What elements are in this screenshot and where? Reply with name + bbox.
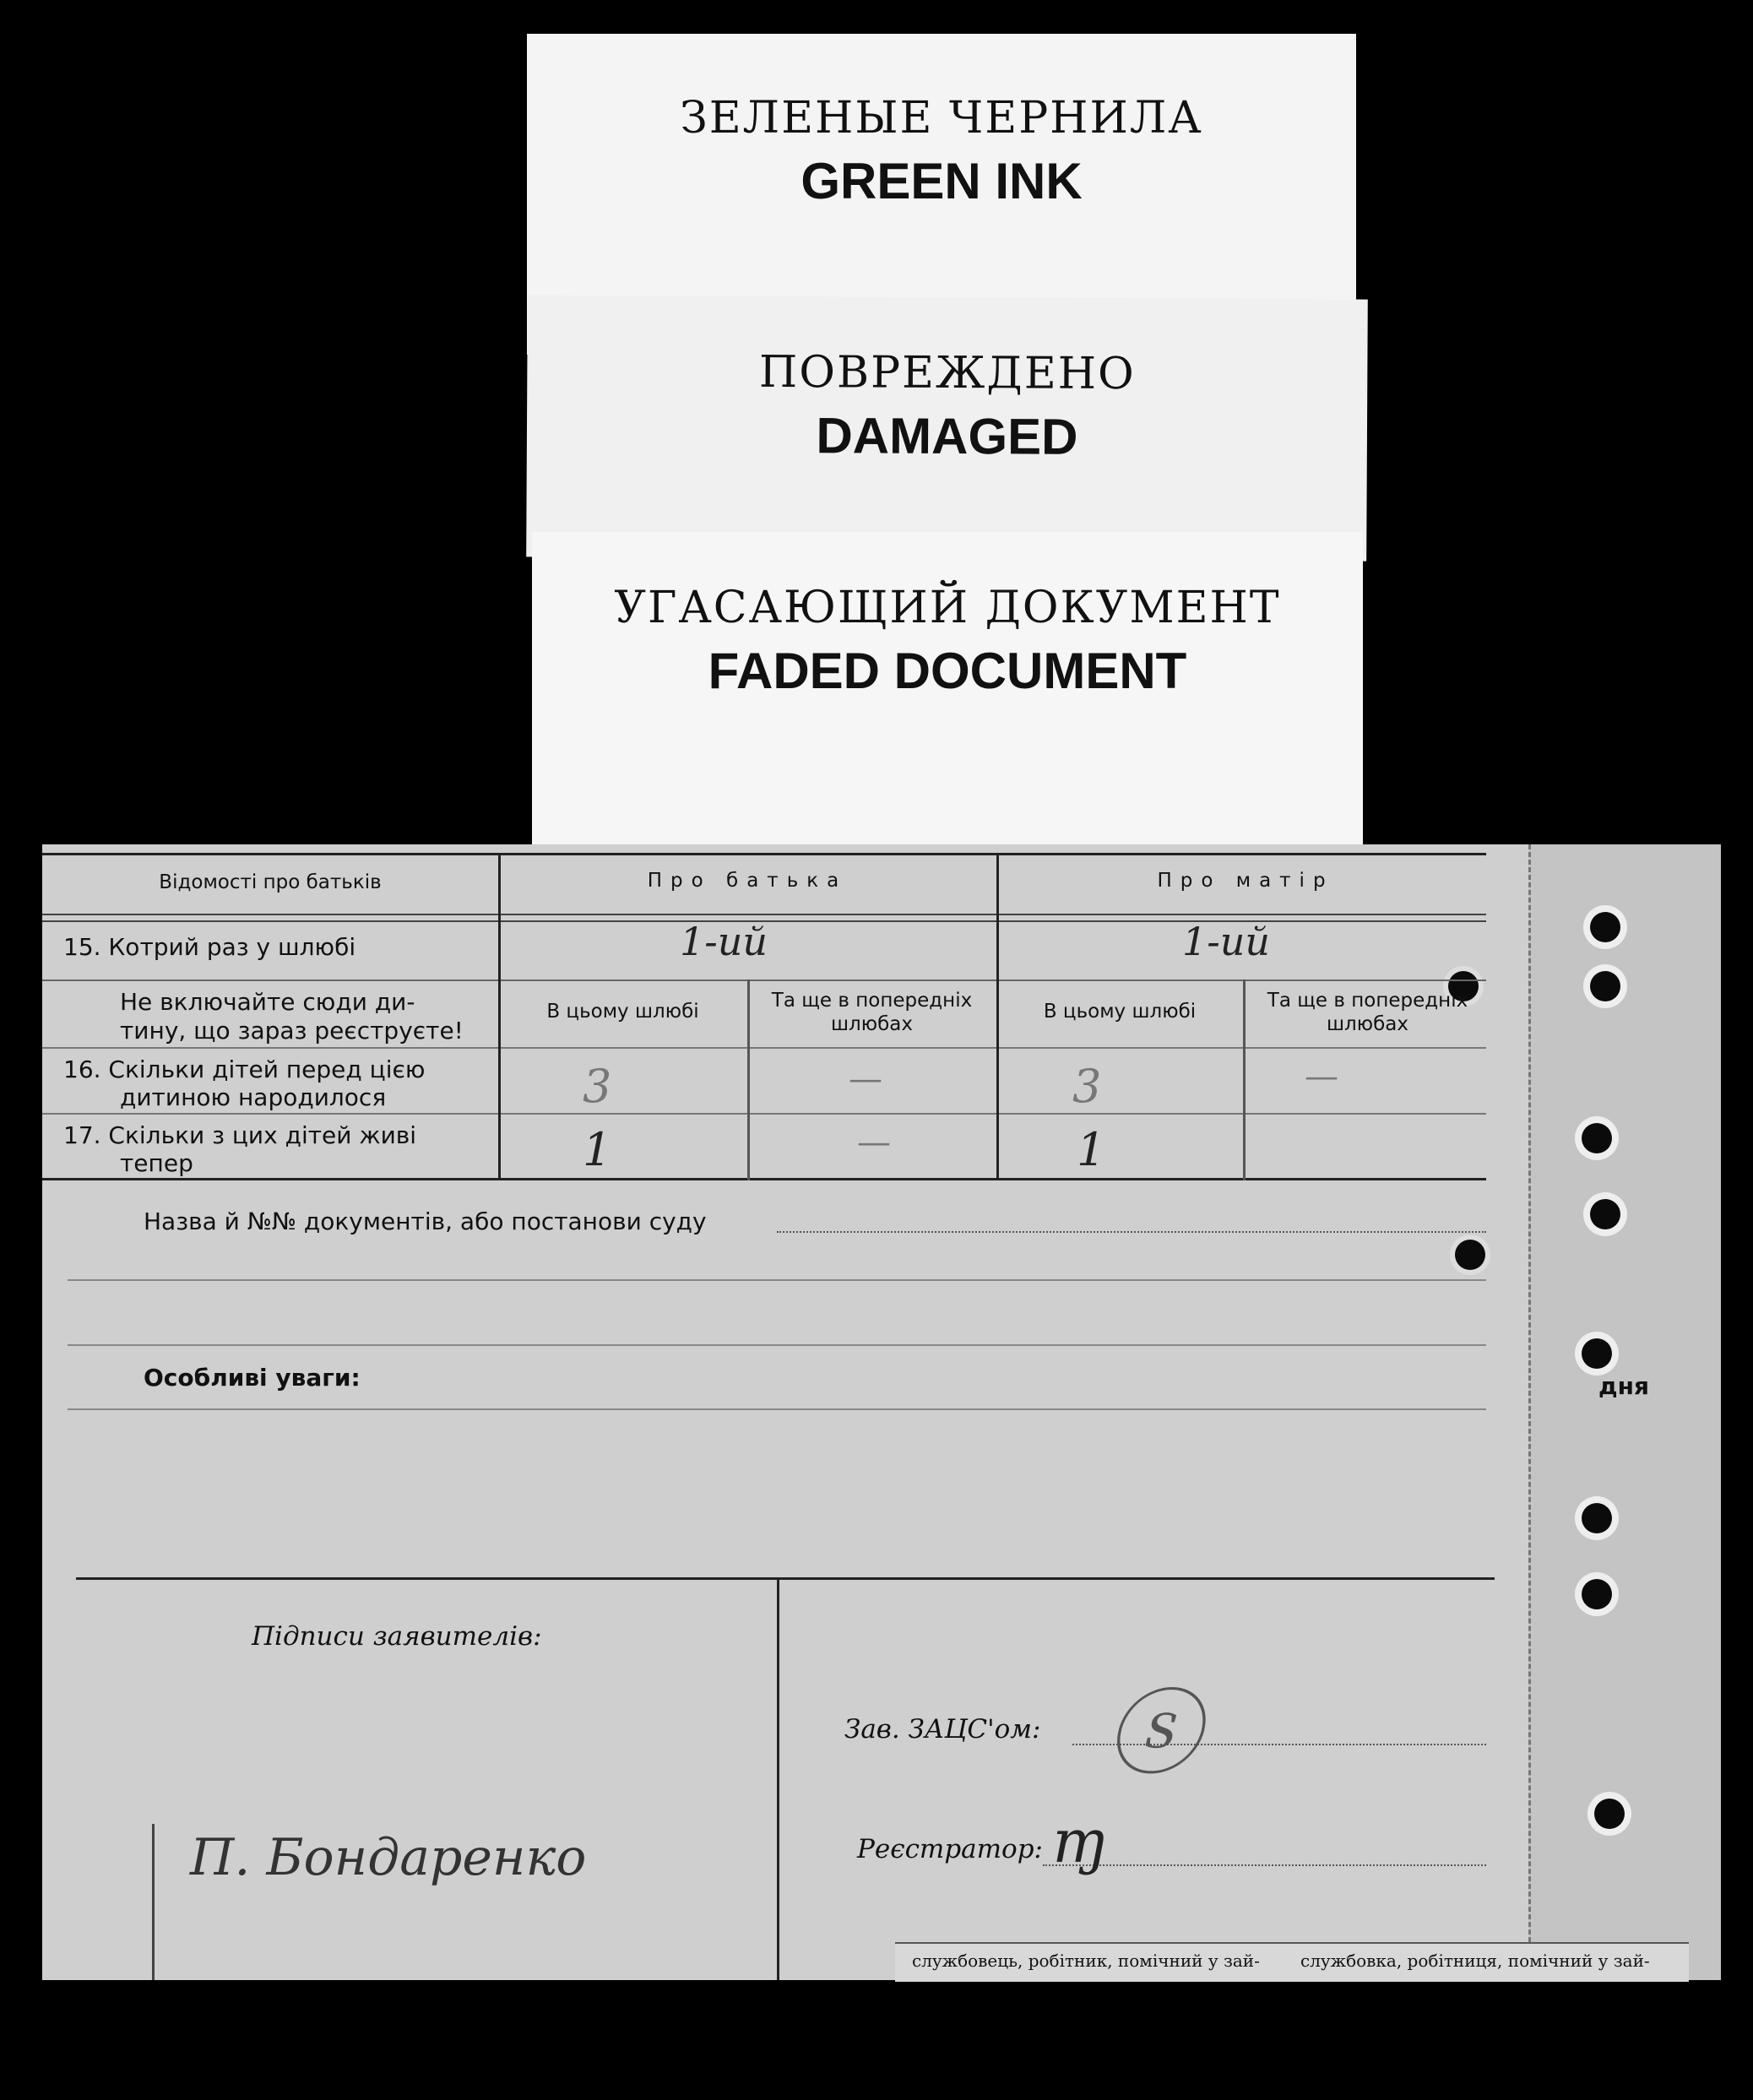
faded-document-label-card <box>532 532 1363 853</box>
documents-dotted-line <box>777 1231 1486 1233</box>
punch-hole <box>1582 1579 1612 1609</box>
punch-hole <box>1590 1199 1620 1229</box>
table-rule <box>42 1047 1486 1049</box>
punch-hole <box>1582 1123 1612 1153</box>
punch-hole <box>1594 1799 1625 1829</box>
punch-hole <box>1590 912 1620 942</box>
underlying-sheet-text-right: службовка, робітниця, помічний у зай- <box>1300 1951 1650 1971</box>
row16-father-this: 3 <box>583 1060 612 1113</box>
note-line1: Не включайте сюди ди- <box>120 988 415 1016</box>
father-prev-marriages-header-1: Та ще в попередніх <box>771 990 973 1012</box>
documents-line <box>68 1344 1486 1346</box>
registrar-label: Реєстратор: <box>857 1834 1043 1864</box>
punch-hole <box>1590 971 1620 1001</box>
header-about-mother: Про матір <box>1157 870 1334 892</box>
remarks-line <box>68 1408 1486 1410</box>
father-this-marriage-header: В цьому шлюбі <box>546 1001 699 1023</box>
registration-form-sheet <box>42 844 1718 1980</box>
row17-father-this: 1 <box>583 1123 612 1176</box>
row15-label: 15. Котрий раз у шлюбі <box>63 933 356 961</box>
punch-hole <box>1582 1503 1612 1533</box>
remarks-label: Особливі уваги: <box>144 1364 361 1392</box>
row16-label-line1: 16. Скільки дітей перед цією <box>63 1055 426 1083</box>
documents-label: Назва й №№ документів, або постанови суду <box>144 1207 707 1235</box>
registrar-signature-line <box>1043 1864 1486 1866</box>
row15-father-value: 1-ий <box>680 919 768 964</box>
mother-prev-marriages-header-2: шлюбах <box>1327 1013 1408 1035</box>
stub-date-text: дня <box>1598 1372 1649 1400</box>
row16-mother-this: 3 <box>1072 1060 1102 1113</box>
green-ink-ru: ЗЕЛЕНЫЕ ЧЕРНИЛА <box>680 93 1203 144</box>
damaged-ru: ПОВРЕЖДЕНО <box>758 346 1136 400</box>
row17-label-line2: тепер <box>120 1149 193 1177</box>
note-line2: тину, що зараз реєструєте! <box>120 1017 464 1045</box>
header-about-father: Про батька <box>647 870 848 892</box>
signatures-top-rule <box>76 1577 1495 1580</box>
table-top-rule <box>42 853 1486 855</box>
table-rule <box>42 914 1486 915</box>
head-of-registry-label: Зав. ЗАЦС'ом: <box>844 1714 1041 1745</box>
faded-en: FADED DOCUMENT <box>708 643 1187 699</box>
table-bottom-rule <box>42 1178 1486 1180</box>
underlying-sheet-text-left: службовець, робітник, помічний у зай- <box>912 1951 1260 1971</box>
documents-line <box>68 1279 1486 1281</box>
damaged-label-card <box>526 295 1368 561</box>
applicants-signatures-label: Підписи заявителів: <box>252 1621 542 1652</box>
row16-mother-prev: — <box>1305 1057 1338 1096</box>
row16-label-line2: дитиною народилося <box>120 1083 387 1111</box>
damaged-en: DAMAGED <box>816 407 1078 465</box>
underlying-sheet-strip <box>895 1942 1689 1982</box>
row17-label-line1: 17. Скільки з цих дітей живі <box>63 1121 417 1149</box>
registrar-signature: ɱ <box>1051 1807 1108 1876</box>
table-rule <box>42 1113 1486 1115</box>
father-prev-marriages-header-2: шлюбах <box>831 1013 913 1035</box>
row17-mother-this: 1 <box>1077 1123 1106 1176</box>
signature-bracket <box>152 1824 155 1980</box>
applicant-signature: П. Бондаренко <box>190 1828 587 1887</box>
mother-prev-marriages-header-1: Та ще в попередніх <box>1267 990 1468 1012</box>
punch-hole <box>1582 1338 1612 1369</box>
head-signature: ⓢ <box>1106 1679 1199 1788</box>
mother-this-marriage-header: В цьому шлюбі <box>1043 1001 1197 1023</box>
punch-hole <box>1455 1240 1485 1270</box>
table-rule <box>42 979 1486 981</box>
faded-ru: УГАСАЮЩИЙ ДОКУМЕНТ <box>614 583 1281 633</box>
row16-father-prev: — <box>849 1060 882 1099</box>
row17-father-prev: — <box>857 1123 891 1162</box>
header-parents-info: Відомості про батьків <box>159 871 382 893</box>
signatures-divider <box>777 1577 779 1980</box>
perforated-stub <box>1528 844 1721 1980</box>
green-ink-en: GREEN INK <box>801 153 1083 209</box>
row15-mother-value: 1-ий <box>1182 919 1271 964</box>
